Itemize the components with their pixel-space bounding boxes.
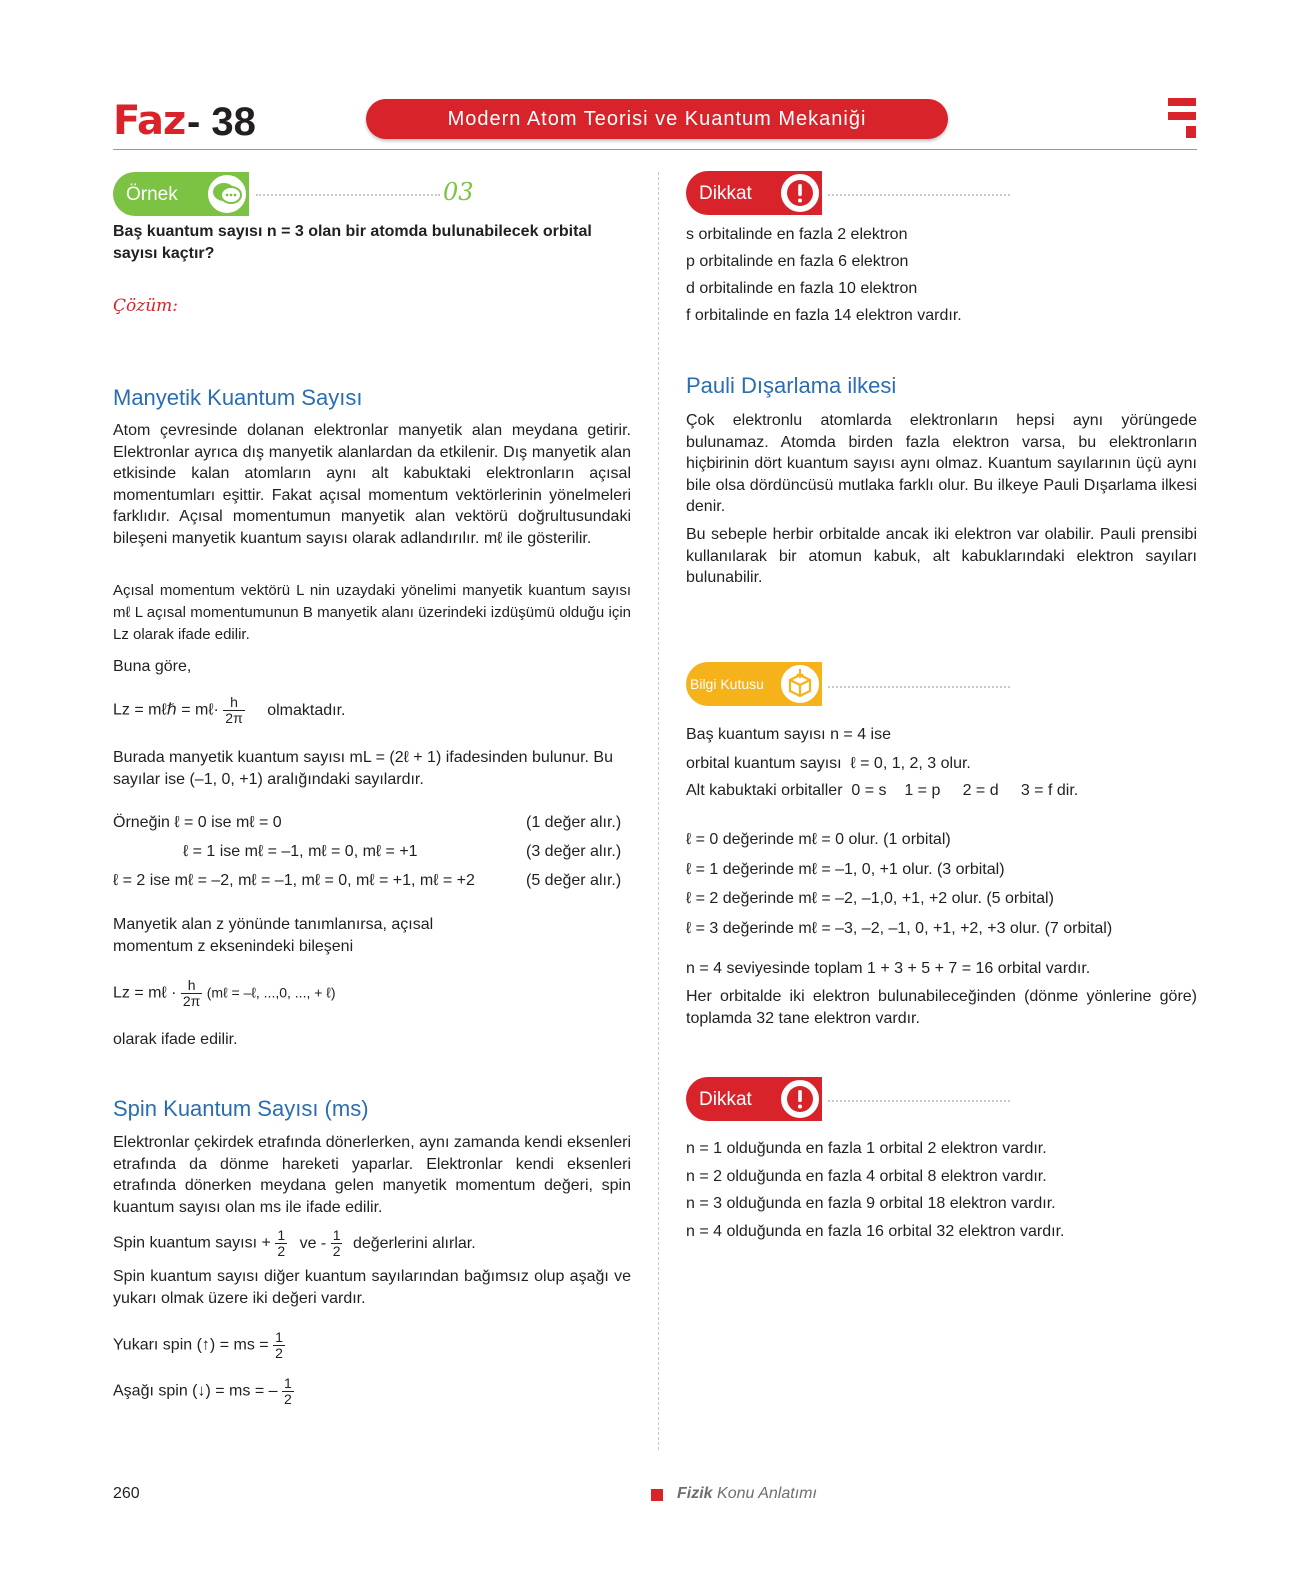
eq1-right: olmaktadır. <box>267 701 346 719</box>
pauli-heading: Pauli Dışarlama ilkesi <box>686 373 897 398</box>
manyetik-p5: olarak ifade edilir. <box>113 1031 238 1048</box>
buna-gore: Buna göre, <box>113 658 192 675</box>
bilgi-line-3: Alt kabuktaki orbitaller 0 = s 1 = p 2 = d 3 = f dir. <box>686 782 1079 799</box>
chat-icon <box>205 172 249 216</box>
dikkat-dots-1 <box>828 194 1010 196</box>
dikkat-label-2: Dikkat <box>699 1089 752 1110</box>
footer-book-bold: Fizik <box>677 1485 713 1502</box>
bilgi-total: n = 4 seviyesinde toplam 1 + 3 + 5 + 7 = 16 orbital vardır. <box>686 960 1091 977</box>
equation-lz-2 <box>113 978 336 1009</box>
dikkat-tag-2 <box>686 1077 822 1121</box>
pauli-p1: Çok elektronlu atomlarda elektronların hepsi aynı yörüngede bulunamaz. Atomda birden fazla elektron varsa, bu elektronların hiçbirinin dört kuantum sayısı aynı olmaz. Kuantum sayılarının üçü aynı bile olsa dördüncüsü mutlaka farklı olur. Bu ilkeye Pauli Dışarlama ilkesi denir. <box>686 412 1197 515</box>
bilgi-row: ℓ = 2 değerinde mℓ = –2, –1,0, +1, +2 olur. (5 orbital) <box>686 890 1054 907</box>
eq1-fraction <box>223 695 244 726</box>
spin-frac-minus <box>331 1228 343 1259</box>
example-row-3-note: (5 değer alır.) <box>526 872 622 889</box>
page-number: 260 <box>113 1485 140 1502</box>
spin-values-prefix: Spin kuantum sayısı + <box>113 1234 271 1252</box>
bilgi-row: ℓ = 3 değerinde mℓ = –3, –2, –1, 0, +1, +2, +3 olur. (7 orbital) <box>686 919 1113 937</box>
spin-up <box>113 1330 285 1361</box>
bilgi-line-2: orbital kuantum sayısı ℓ = 0, 1, 2, 3 olur. <box>686 755 971 772</box>
dikkat-dots-2 <box>828 1100 1010 1102</box>
header <box>0 0 1303 160</box>
spin-up-frac <box>273 1330 285 1361</box>
footer-square <box>651 1489 663 1501</box>
faz-logo: Faz <box>113 98 186 144</box>
eq2-left: Lz = mℓ · <box>113 984 177 1002</box>
bilgi-label: Bilgi Kutusu <box>690 676 764 692</box>
frac-den: 2 <box>277 1243 286 1259</box>
manyetik-heading: Manyetik Kuantum Sayısı <box>113 385 363 410</box>
dikkat-tag-1 <box>686 171 822 215</box>
frac-den: 2 <box>332 1243 341 1259</box>
example-label: Örnek <box>126 184 178 205</box>
example-row-2-note: (3 değer alır.) <box>526 843 622 860</box>
example-row-1-note: (1 değer alır.) <box>526 814 622 831</box>
spin-frac-plus <box>275 1228 287 1259</box>
spin-down-text: Aşağı spin (↓) = ms = – <box>113 1382 278 1400</box>
pauli-p2: Bu sebeple herbir orbitalde ancak iki elektron var olabilir. Pauli prensibi kullanılarak bir atomun kabuk, alt kabuklarındaki elektron sayıları bulunabilir. <box>686 526 1197 586</box>
example-question: Baş kuantum sayısı n = 3 olan bir atomda bulunabilecek orbital sayısı kaçtır? <box>113 223 592 262</box>
eq1-den: 2π <box>225 710 243 726</box>
eq2-fraction <box>181 978 202 1009</box>
faz-number: - 38 <box>187 100 256 144</box>
spin-values-mid: ve - <box>299 1234 327 1252</box>
example-tag <box>113 172 249 216</box>
spin-heading: Spin Kuantum Sayısı (ms) <box>113 1096 369 1121</box>
bilgi-row: ℓ = 1 değerinde mℓ = –1, 0, +1 olur. (3 orbital) <box>686 860 1005 878</box>
eq2-num: h <box>181 978 202 994</box>
page-title: Modern Atom Teorisi ve Kuantum Mekaniği <box>447 108 867 130</box>
dikkat1-line: s orbitalinde en fazla 2 elektron <box>686 226 908 243</box>
dikkat2-line: n = 1 olduğunda en fazla 1 orbital 2 elektron vardır. <box>686 1140 1047 1157</box>
spin-values <box>113 1228 476 1259</box>
warning-icon <box>778 1077 822 1121</box>
example-dots <box>256 194 440 196</box>
spin-up-text: Yukarı spin (↑) = ms = <box>113 1336 269 1354</box>
footer-book <box>677 1485 817 1503</box>
dikkat2-line: n = 2 olduğunda en fazla 4 orbital 8 elektron vardır. <box>686 1167 1047 1185</box>
spin-values-suffix: değerlerini alırlar. <box>352 1234 476 1252</box>
example-row-2: ℓ = 1 ise mℓ = –1, mℓ = 0, mℓ = +1 <box>183 843 418 860</box>
dikkat1-line: p orbitalinde en fazla 6 elektron <box>686 253 909 270</box>
dikkat1-line: d orbitalinde en fazla 10 elektron <box>686 280 918 297</box>
eq2-den: 2π <box>182 993 201 1009</box>
dikkat2-line: n = 3 olduğunda en fazla 9 orbital 18 elektron vardır. <box>686 1195 1056 1212</box>
column-divider <box>658 172 659 1450</box>
spin-down <box>113 1376 294 1407</box>
solution-label: Çözüm: <box>113 296 178 316</box>
footer-book-rest: Konu Anlatımı <box>717 1485 817 1502</box>
eq2-right: (mℓ = –ℓ, ...,0, ..., + ℓ) <box>206 984 336 1001</box>
box-icon <box>778 662 822 706</box>
eq1-left: Lz = mℓℏ = mℓ· <box>113 701 219 719</box>
bilgi-rows <box>686 825 1112 943</box>
frac-num: 1 <box>283 1375 292 1391</box>
spin-down-frac <box>282 1376 294 1407</box>
header-banner <box>366 99 948 139</box>
frac-den: 2 <box>275 1345 283 1361</box>
example-row-1: Örneğin ℓ = 0 ise mℓ = 0 <box>113 814 282 831</box>
dikkat-list-1 <box>686 221 962 329</box>
example-number: 03 <box>443 178 474 206</box>
dikkat2-line: n = 4 olduğunda en fazla 16 orbital 32 elektron vardır. <box>686 1222 1065 1240</box>
bilgi-tag <box>686 662 822 706</box>
example-row-3: ℓ = 2 ise mℓ = –2, mℓ = –1, mℓ = 0, mℓ = +1, mℓ = +2 <box>113 872 475 889</box>
dikkat1-line: f orbitalinde en fazla 14 elektron vardır. <box>686 307 962 324</box>
header-rule <box>113 149 1197 150</box>
bilgi-line-1: Baş kuantum sayısı n = 4 ise <box>686 726 891 743</box>
spin-p2: Spin kuantum sayısı diğer kuantum sayılarından bağımsız olup aşağı ve yukarı olmak üzere iki değeri vardır. <box>113 1268 631 1307</box>
dikkat-list-2 <box>686 1135 1064 1245</box>
frac-num: 1 <box>277 1227 286 1243</box>
bilgi-final: Her orbitalde iki elektron bulunabileceğinden (dönme yönlerine göre) toplamda 32 tane elektron vardır. <box>686 988 1197 1027</box>
brand-corner-icon <box>1168 98 1196 140</box>
manyetik-p3: Burada manyetik kuantum sayısı mL = (2ℓ + 1) ifadesinden bulunur. Bu sayılar ise (–1, 0, +1) aralığındaki sayılardır. <box>113 749 613 788</box>
eq1-num: h <box>223 695 244 711</box>
spin-p1: Elektronlar çekirdek etrafında dönerlerken, aynı zamanda kendi eksenleri etrafında da dönme hareketi yaparlar. Elektronlar kendi eksenleri etrafında dönerken meydana gelen manyetik momentum değeri, spin kuantum sayısı olan ms ile ifade edilir. <box>113 1134 631 1216</box>
bilgi-dots <box>828 686 1010 688</box>
frac-num: 1 <box>332 1227 341 1243</box>
frac-den: 2 <box>283 1391 292 1407</box>
manyetik-p4: Manyetik alan z yönünde tanımlanırsa, açısal momentum z eksenindeki bileşeni <box>113 916 434 955</box>
warning-icon <box>778 171 822 215</box>
dikkat-label-1: Dikkat <box>699 183 752 204</box>
manyetik-p1: Atom çevresinde dolanan elektronlar manyetik alan meydana getirir. Elektronlar ayrıca dış manyetik alanlardan da etkilenir. Dış manyetik alan etkisinde kalan atomların aynı alt kabuktaki elektronların açısal momentumları eşittir. Fakat açısal momentum vektörlerinin yönelmeleri farklıdır. Açısal momentumun manyetik alan vektörü doğrultusundaki bileşeni manyetik kuantum sayısı olarak adlandırılır. mℓ ile gösterilir. <box>113 422 631 547</box>
bilgi-row: ℓ = 0 değerinde mℓ = 0 olur. (1 orbital) <box>686 831 951 848</box>
equation-lz <box>113 695 345 726</box>
frac-num: 1 <box>275 1329 283 1345</box>
manyetik-p2: Açısal momentum vektörü L nin uzaydaki yönelimi manyetik kuantum sayısı mℓ L açısal momentumunun B manyetik alanı üzerindeki izdüşümü olduğu için Lz olarak ifade edilir. <box>113 582 631 643</box>
